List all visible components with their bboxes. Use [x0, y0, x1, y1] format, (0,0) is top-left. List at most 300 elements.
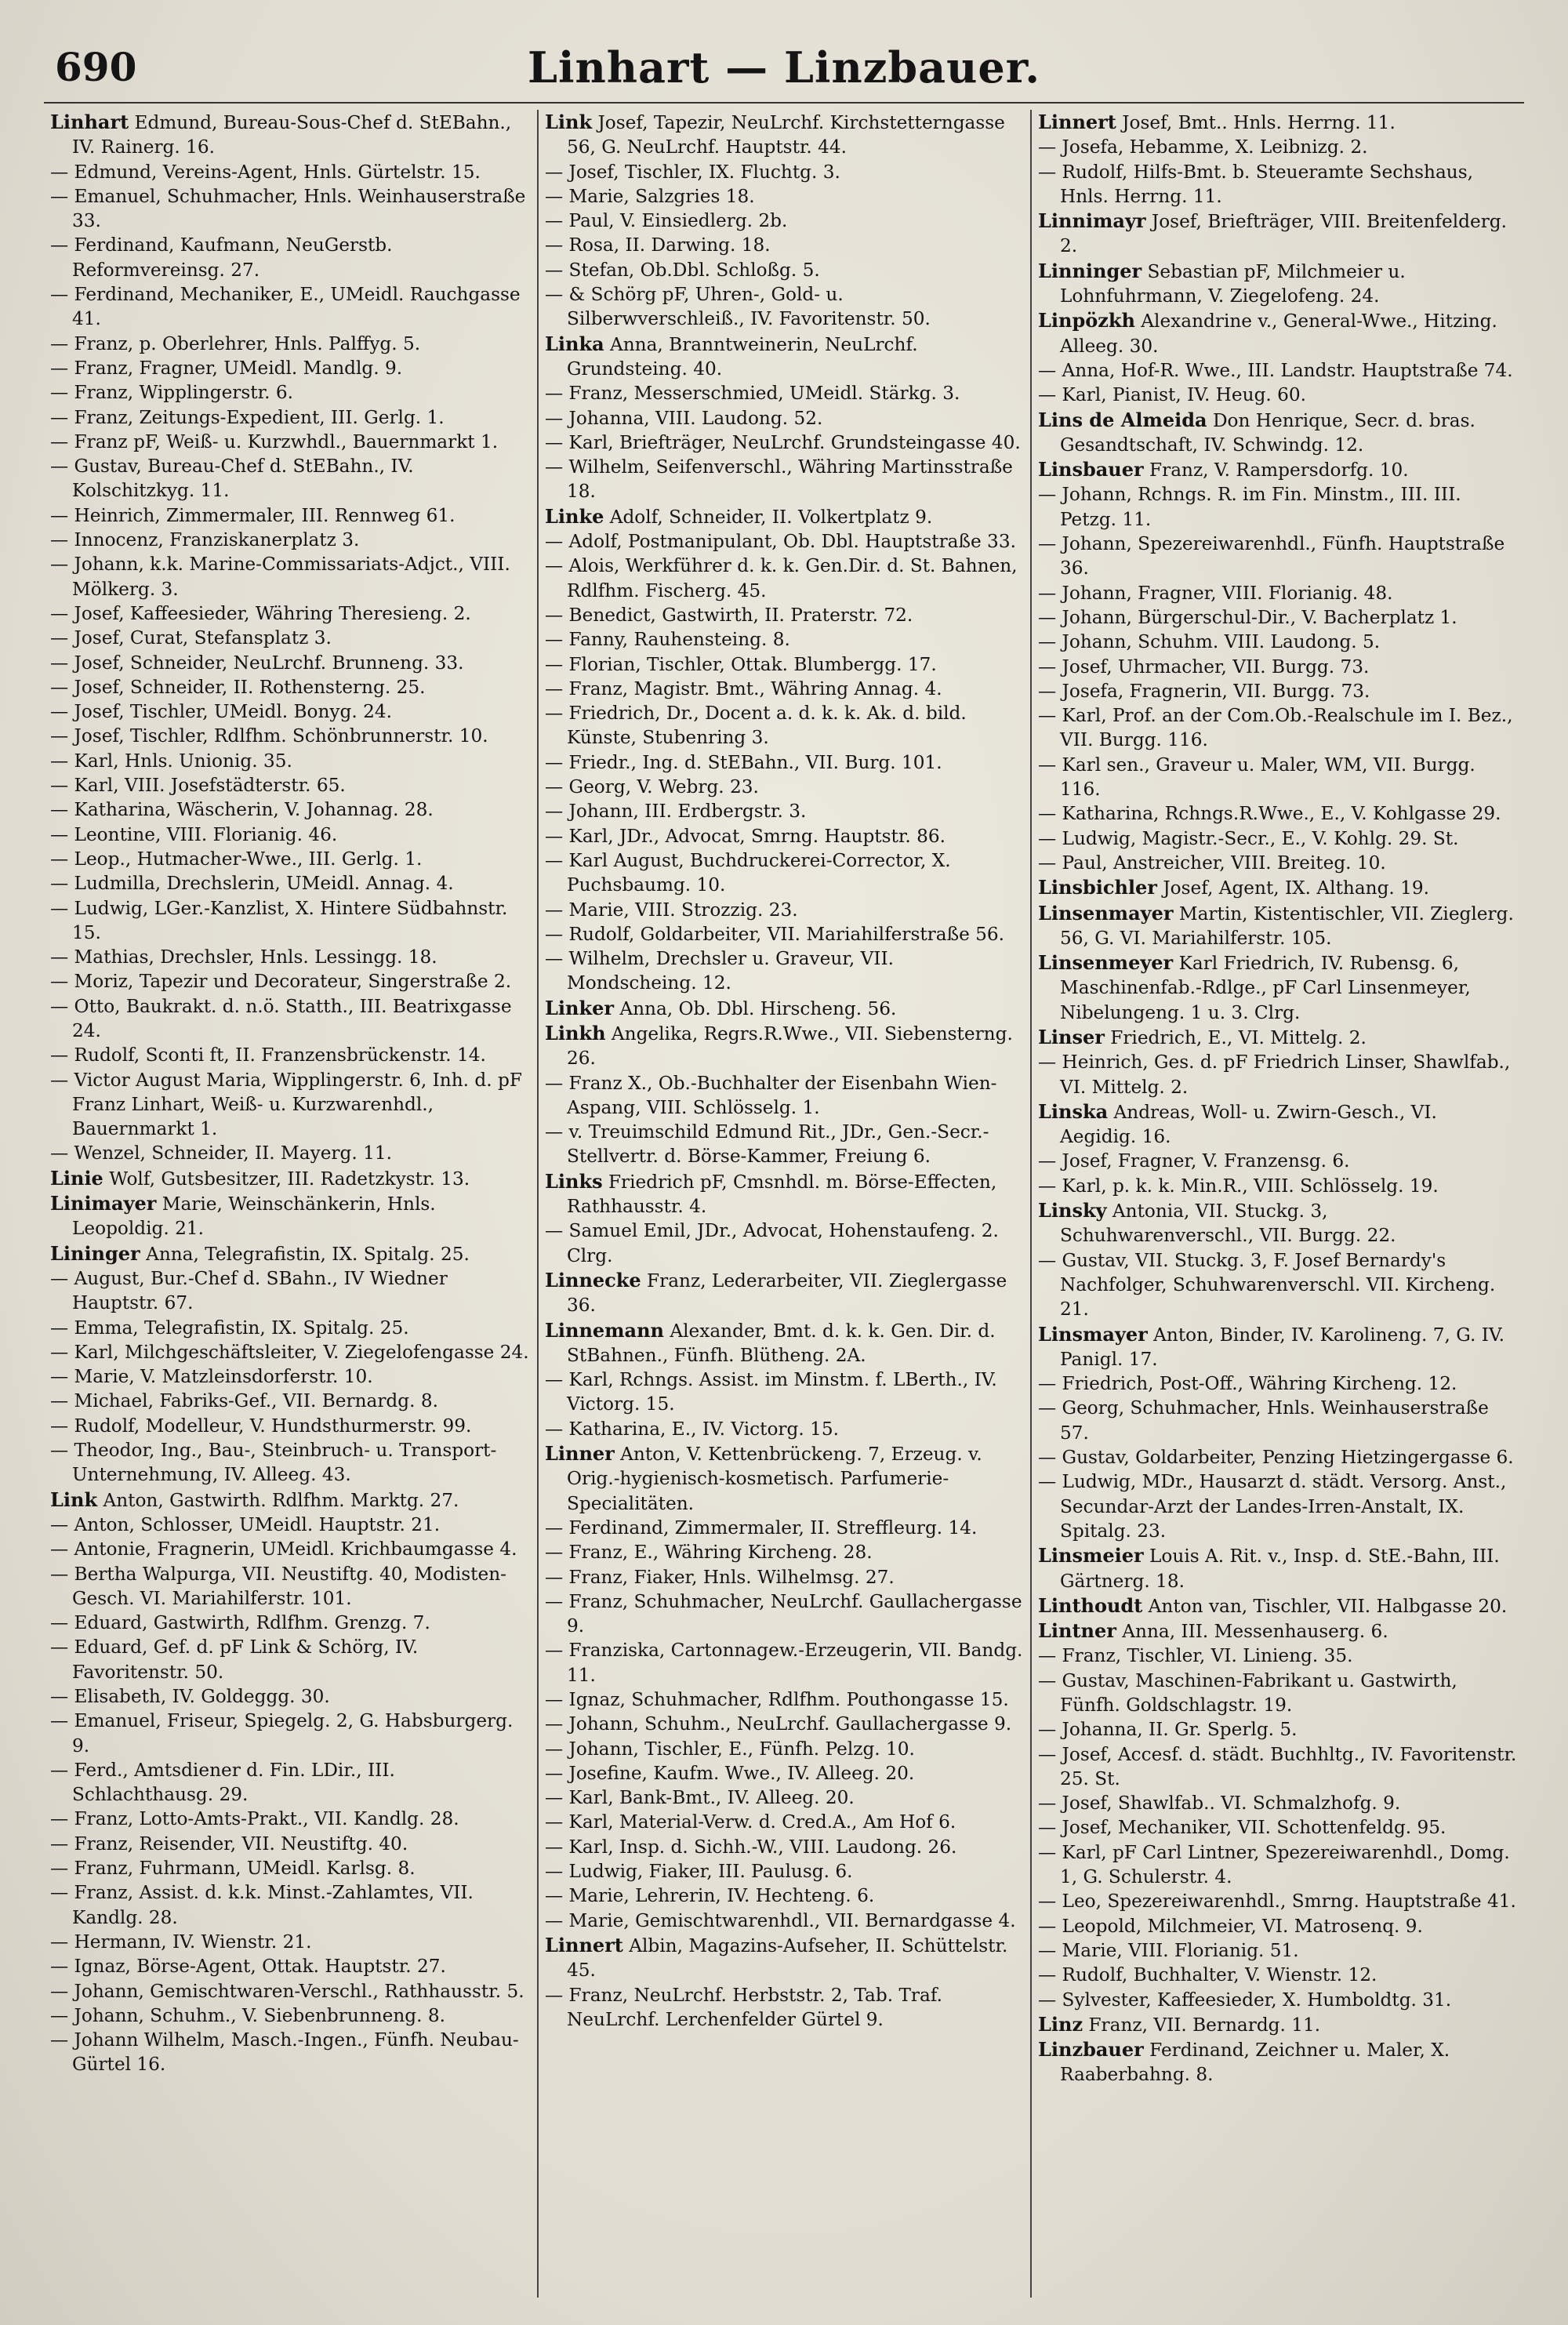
entry-text: — Ludmilla, Drechslerin, UMeidl. Annag. 4.	[50, 873, 454, 895]
directory-entry	[545, 110, 1024, 160]
directory-entry	[50, 1979, 531, 2003]
directory-entry	[1038, 801, 1517, 826]
entry-text: — Alois, Werkführer d. k. k. Gen.Dir. d. St. Bahnen, Rdlfhm. Fischerg. 45.	[545, 555, 1018, 601]
directory-entry	[545, 848, 1024, 898]
entry-text: — Elisabeth, IV. Goldeggg. 30.	[50, 1686, 330, 1707]
directory-entry	[50, 945, 531, 969]
entry-text: Anton, Gastwirth. Rdlfhm. Marktg. 27.	[97, 1489, 459, 1511]
directory-entry	[1038, 1099, 1517, 1150]
entry-text: — Sylvester, Kaffeesieder, X. Humboldtg. 31.	[1038, 1989, 1452, 2011]
entry-text: — Franz, Schuhmacher, NeuLrchf. Gaullachergasse 9.	[545, 1590, 1022, 1637]
directory-entry	[50, 1316, 531, 1340]
directory-entry	[545, 1219, 1024, 1268]
directory-entry	[545, 775, 1024, 799]
directory-entry	[50, 1266, 531, 1316]
entry-text: — Katharina, E., IV. Victorg. 15.	[545, 1418, 839, 1440]
entry-surname: Linser	[1038, 1025, 1105, 1048]
directory-entry	[50, 184, 531, 234]
entry-text: — Franz, Zeitungs-Expedient, III. Gerlg. 1.	[50, 406, 445, 428]
directory-entry	[50, 797, 531, 822]
entry-text: — Friedrich, Post-Off., Währing Kircheng. 12.	[1038, 1373, 1457, 1395]
entry-text: — Georg, V. Webrg. 23.	[545, 776, 759, 798]
entry-text: — v. Treuimschild Edmund Rit., JDr., Gen.-Secr.-Stellvertr. d. Börse-Kammer, Freiung 6.	[545, 1121, 989, 1168]
directory-entry	[1038, 950, 1517, 1025]
directory-entry	[50, 1488, 531, 1513]
directory-entry	[545, 1638, 1024, 1687]
directory-entry	[545, 1687, 1024, 1712]
directory-entry	[50, 1562, 531, 1611]
entry-text: — Mathias, Drechsler, Hnls. Lessingg. 18.	[50, 946, 437, 968]
entry-text: — Ferdinand, Mechaniker, E., UMeidl. Rauchgasse 41.	[50, 284, 521, 330]
directory-entry	[1038, 160, 1517, 209]
directory-columns	[44, 110, 1524, 2298]
entry-text: — Ferdinand, Kaufmann, NeuGerstb. Reformvereinsg. 27.	[50, 234, 393, 281]
entry-surname: Linnemann	[545, 1318, 665, 1342]
directory-entry	[50, 601, 531, 626]
directory-entry	[545, 529, 1024, 554]
entry-text: — Rudolf, Buchhalter, V. Wienstr. 12.	[1038, 1964, 1377, 1986]
directory-entry	[1038, 1050, 1517, 1099]
entry-text: — Wilhelm, Drechsler u. Graveur, VII. Mondscheing. 12.	[545, 948, 894, 994]
directory-entry	[545, 652, 1024, 677]
directory-entry	[1038, 1371, 1517, 1396]
entry-text: — Karl, VIII. Josefstädterstr. 65.	[50, 775, 346, 797]
entry-text: — Karl, Insp. d. Sichh.-W., VIII. Laudong. 26.	[545, 1836, 957, 1858]
entry-text: — Rudolf, Modelleur, V. Hundsthurmerstr. 99.	[50, 1415, 472, 1437]
entry-text: — Ignaz, Börse-Agent, Ottak. Hauptstr. 27.	[50, 1956, 446, 1978]
directory-entry	[50, 430, 531, 454]
entry-surname: Linnimayr	[1038, 209, 1146, 233]
entry-text: — Johanna, II. Gr. Sperlg. 5.	[1038, 1719, 1298, 1741]
entry-text: — Marie, V. Matzleinsdorferstr. 10.	[50, 1366, 373, 1388]
entry-text: — Franz, E., Währing Kircheng. 28.	[545, 1542, 873, 1564]
entry-text: — Johann, Schuhm. VIII. Laudong. 5.	[1038, 631, 1381, 653]
directory-entry	[50, 1930, 531, 1954]
directory-entry	[50, 1954, 531, 1978]
directory-entry	[50, 1832, 531, 1856]
entry-text: — Wilhelm, Seifenverschl., Währing Martinsstraße 18.	[545, 456, 1013, 503]
entry-text: — Theodor, Ing., Bau-, Steinbruch- u. Transport-Unternehmung, IV. Alleeg. 43.	[50, 1440, 497, 1486]
directory-entry	[1038, 209, 1517, 259]
entry-text: Antonia, VII. Stuckg. 3, Schuhwarenverschl., VII. Burgg. 22.	[1060, 1201, 1396, 1247]
entry-text: — Josef, Kaffeesieder, Währing Theresieng. 2.	[50, 602, 471, 624]
entry-surname: Link	[545, 111, 593, 133]
entry-text: — Eduard, Gastwirth, Rdlfhm. Grenzg. 7.	[50, 1612, 430, 1634]
entry-text: Alexandrine v., General-Wwe., Hitzing. Alleeg. 30.	[1060, 311, 1497, 357]
entry-text: — Marie, Gemischtwarenhdl., VII. Bernardgasse 4.	[545, 1909, 1016, 1931]
entry-text: — Franz, Assist. d. k.k. Minst.-Zahlamtes, VII. Kandlg. 28.	[50, 1882, 474, 1928]
entry-text: — Josef, Curat, Stefansplatz 3.	[50, 627, 332, 649]
directory-entry	[1038, 679, 1517, 703]
entry-text: — Josef, Tischler, UMeidl. Bonyg. 24.	[50, 701, 392, 723]
entry-text: — Ignaz, Schuhmacher, Rdlfhm. Pouthongasse 15.	[545, 1689, 1009, 1710]
directory-entry	[50, 2028, 531, 2077]
directory-entry	[545, 1884, 1024, 1908]
entry-text: — Leopold, Milchmeier, VI. Matrosenq. 9.	[1038, 1915, 1423, 1937]
entry-text: — Rudolf, Sconti ft, II. Franzensbrückenstr. 14.	[50, 1044, 486, 1066]
entry-text: — Adolf, Postmanipulant, Ob. Dbl. Hauptstraße 33.	[545, 531, 1016, 553]
entry-text: Franz, Lederarbeiter, VII. Zieglergasse 36.	[567, 1270, 1007, 1317]
directory-entry	[545, 1516, 1024, 1540]
entry-text: — Paul, Anstreicher, VIII. Breiteg. 10.	[1038, 852, 1386, 874]
directory-entry	[545, 1933, 1024, 1983]
entry-text: Franz, VII. Bernardg. 11.	[1083, 2014, 1321, 2036]
directory-entry	[50, 380, 531, 405]
directory-entry	[545, 1540, 1024, 1564]
entry-surname: Links	[545, 1169, 603, 1193]
entry-text: — Gustav, VII. Stuckg. 3, F. Josef Bernardy's Nachfolger, Schuhwarenverschl. VII. Kircheng. 21.	[1038, 1249, 1496, 1321]
directory-entry	[545, 332, 1024, 382]
directory-entry	[50, 405, 531, 430]
entry-text: — Johann Wilhelm, Masch.-Ingen., Fünfh. Neubau-Gürtel 16.	[50, 2029, 519, 2076]
directory-entry	[545, 1859, 1024, 1884]
directory-entry	[545, 1712, 1024, 1736]
directory-entry	[545, 1835, 1024, 1859]
entry-text: — Franz, Fragner, UMeidl. Mandlg. 9.	[50, 357, 403, 379]
directory-entry	[1038, 1742, 1517, 1792]
entry-text: — Emma, Telegrafistin, IX. Spitalg. 25.	[50, 1317, 409, 1339]
entry-text: Adolf, Schneider, II. Volkertplatz 9.	[604, 506, 933, 528]
entry-text: — Karl, JDr., Advocat, Smrng. Hauptstr. 86.	[545, 825, 946, 847]
directory-entry	[50, 651, 531, 675]
directory-entry	[545, 184, 1024, 209]
directory-entry	[1038, 1469, 1517, 1543]
entry-text: — Marie, VIII. Florianig. 51.	[1038, 1939, 1299, 1961]
directory-entry	[1038, 1717, 1517, 1742]
entry-surname: Lins de Almeida	[1038, 408, 1207, 431]
entry-text: — Ferd., Amtsdiener d. Fin. LDir., III. Schlachthausg. 29.	[50, 1759, 395, 1806]
entry-text: — Josef, Mechaniker, VII. Schottenfeldg. 95.	[1038, 1817, 1446, 1839]
directory-entry	[50, 1684, 531, 1709]
entry-text: Josef, Briefträger, VIII. Breitenfelderg. 2.	[1060, 211, 1507, 257]
directory-entry	[50, 1340, 531, 1364]
directory-entry	[1038, 1149, 1517, 1173]
directory-entry	[50, 994, 531, 1044]
directory-entry	[545, 258, 1024, 282]
entry-text: — Karl, Prof. an der Com.Ob.-Realschule im I. Bez., VII. Burgg. 116.	[1038, 705, 1513, 751]
directory-entry	[1038, 630, 1517, 654]
entry-text: — Georg, Schuhmacher, Hnls. Weinhauserstraße 57.	[1038, 1397, 1489, 1444]
entry-text: — Johann, Schuhm., V. Siebenbrunneng. 8.	[50, 2004, 445, 2026]
directory-entry	[545, 1565, 1024, 1589]
entry-text: — Josef, Schneider, NeuLrchf. Brunneng. 33.	[50, 652, 464, 674]
entry-text: — Johann, III. Erdbergstr. 3.	[545, 801, 807, 823]
directory-entry	[545, 603, 1024, 627]
directory-entry	[1038, 901, 1517, 951]
entry-text: — Michael, Fabriks-Gef., VII. Bernardg. 8.	[50, 1390, 438, 1412]
entry-text: — Bertha Walpurga, VII. Neustiftg. 40, Modisten-Gesch. VI. Mariahilferstr. 101.	[50, 1563, 506, 1609]
entry-surname: Linsbichler	[1038, 876, 1157, 899]
directory-entry	[50, 969, 531, 994]
directory-entry	[545, 1021, 1024, 1071]
directory-entry	[1038, 1396, 1517, 1445]
entry-text: — Paul, V. Einsiedlerg. 2b.	[545, 210, 788, 232]
directory-entry	[545, 1810, 1024, 1834]
directory-entry	[50, 110, 531, 160]
entry-text: — Ferdinand, Zimmermaler, II. Streffleurg. 14.	[545, 1517, 978, 1538]
directory-entry	[545, 430, 1024, 455]
entry-text: — Franziska, Cartonnagew.-Erzeugerin, VII. Bandg. 11.	[545, 1640, 1023, 1686]
entry-surname: Linnert	[545, 1933, 623, 1956]
entry-text: Anna, III. Messenhauserg. 6.	[1116, 1621, 1388, 1643]
entry-text: Albin, Magazins-Aufseher, II. Schüttelstr. 45.	[567, 1934, 1008, 1982]
directory-entry	[545, 701, 1024, 750]
directory-entry	[545, 1737, 1024, 1761]
entry-surname: Linke	[545, 504, 604, 528]
directory-entry	[1038, 135, 1517, 159]
directory-entry	[50, 282, 531, 332]
page-header	[44, 41, 1524, 104]
directory-entry	[545, 1169, 1024, 1219]
entry-text: — Franz, Wipplingerstr. 6.	[50, 382, 294, 404]
directory-entry	[1038, 308, 1517, 358]
directory-entry	[1038, 1445, 1517, 1469]
directory-entry	[545, 677, 1024, 701]
directory-entry	[1038, 1543, 1517, 1593]
directory-entry	[50, 626, 531, 650]
directory-entry	[1038, 1248, 1517, 1322]
directory-entry	[545, 282, 1024, 332]
directory-entry	[545, 1120, 1024, 1169]
directory-entry	[545, 504, 1024, 529]
entry-text: Ferdinand, Zeichner u. Maler, X. Raaberbahng. 8.	[1060, 2040, 1450, 2086]
directory-entry	[1038, 1889, 1517, 1913]
entry-text: Josef, Bmt.. Hnls. Herrng. 11.	[1116, 112, 1396, 133]
entry-text: — Karl, Bank-Bmt., IV. Alleeg. 20.	[545, 1787, 855, 1809]
directory-entry	[1038, 1791, 1517, 1815]
entry-text: — Innocenz, Franziskanerplatz 3.	[50, 529, 360, 551]
directory-entry	[1038, 655, 1517, 679]
directory-entry	[545, 1368, 1024, 1417]
directory-entry	[50, 1141, 531, 1165]
directory-entry	[50, 1364, 531, 1389]
entry-text: — Wenzel, Schneider, II. Mayerg. 11.	[50, 1143, 392, 1164]
entry-surname: Linnecke	[545, 1268, 641, 1291]
entry-text: — Hermann, IV. Wienstr. 21.	[50, 1931, 312, 1953]
entry-text: — Johann, Gemischtwaren-Verschl., Rathhausstr. 5.	[50, 1980, 524, 2002]
directory-entry	[1038, 875, 1517, 900]
directory-entry	[545, 1071, 1024, 1121]
directory-entry	[1038, 753, 1517, 802]
entry-text: — Josef, Accesf. d. städt. Buchhltg., IV. Favoritenstr. 25. St.	[1038, 1743, 1517, 1789]
directory-entry	[1038, 703, 1517, 753]
entry-text: — Karl, Milchgeschäftsleiter, V. Ziegelofengasse 24.	[50, 1341, 529, 1363]
directory-entry	[545, 455, 1024, 504]
directory-entry	[1038, 1914, 1517, 1938]
entry-text: Anton, Binder, IV. Karolineng. 7, G. IV. Panigl. 17.	[1060, 1324, 1504, 1370]
entry-text: — Johanna, VIII. Laudong. 52.	[545, 407, 823, 429]
entry-text: Anna, Ob. Dbl. Hirscheng. 56.	[613, 997, 897, 1019]
directory-entry	[1038, 358, 1517, 383]
directory-entry	[1038, 1963, 1517, 1987]
entry-text: — Karl August, Buchdruckerei-Corrector, X. Puchsbaumg. 10.	[545, 849, 951, 896]
entry-text: — Karl sen., Graveur u. Maler, WM, VII. Burgg. 116.	[1038, 754, 1475, 801]
directory-entry	[50, 896, 531, 946]
directory-entry	[50, 454, 531, 503]
entry-text: — Gustav, Bureau-Chef d. StEBahn., IV. Kolschitzkyg. 11.	[50, 456, 414, 502]
directory-entry	[545, 1983, 1024, 2033]
directory-entry	[545, 1318, 1024, 1368]
entry-surname: Link	[50, 1488, 98, 1511]
entry-text: — Antonie, Fragnerin, UMeidl. Krichbaumgasse 4.	[50, 1538, 517, 1560]
entry-surname: Linsmayer	[1038, 1322, 1148, 1346]
entry-text: — Josefa, Fragnerin, VII. Burgg. 73.	[1038, 680, 1370, 702]
directory-entry	[50, 1611, 531, 1635]
entry-text: Andreas, Woll- u. Zwirn-Gesch., VI. Aegidig. 16.	[1060, 1101, 1437, 1148]
entry-text: — Karl, Hnls. Unionig. 35.	[50, 750, 292, 772]
page-number: 690	[55, 44, 137, 90]
entry-text: — Franz, Fiaker, Hnls. Wilhelmsg. 27.	[545, 1566, 895, 1588]
entry-text: — Ludwig, MDr., Hausarzt d. städt. Versorg. Anst., Secundar-Arzt der Landes-Irren-Anstalt, IX. Spitalg. 23.	[1038, 1471, 1507, 1542]
directory-entry	[50, 1856, 531, 1880]
entry-text: Angelika, Regrs.R.Wwe., VII. Siebensterng. 26.	[567, 1023, 1013, 1070]
directory-entry	[545, 996, 1024, 1021]
directory-entry	[50, 1166, 531, 1191]
entry-text: — Emanuel, Friseur, Spiegelg. 2, G. Habsburgerg. 9.	[50, 1710, 514, 1756]
entry-text: — Anna, Hof-R. Wwe., III. Landstr. Hauptstraße 74.	[1038, 359, 1513, 381]
directory-entry	[50, 1635, 531, 1684]
entry-surname: Linimayer	[50, 1192, 157, 1215]
directory-entry	[50, 1414, 531, 1438]
entry-surname: Linzbauer	[1038, 2038, 1144, 2062]
directory-entry	[545, 799, 1024, 823]
entry-text: — Gustav, Maschinen-Fabrikant u. Gastwirth, Fünfh. Goldschlagstr. 19.	[1038, 1669, 1457, 1716]
entry-text: — Johann, Tischler, E., Fünfh. Pelzg. 10.	[545, 1738, 915, 1760]
directory-entry	[50, 823, 531, 847]
directory-entry	[1038, 1025, 1517, 1050]
entry-surname: Lintner	[1038, 1619, 1116, 1643]
directory-entry	[1038, 1618, 1517, 1644]
entry-text: Wolf, Gutsbesitzer, III. Radetzkystr. 13.	[103, 1168, 470, 1190]
entry-text: Marie, Weinschänkerin, Hnls. Leopoldig. 21.	[72, 1193, 436, 1240]
entry-text: — Josef, Fragner, V. Franzensg. 6.	[1038, 1150, 1350, 1172]
entry-text: — Karl, Material-Verw. d. Cred.A., Am Hof 6.	[545, 1811, 956, 1833]
directory-entry	[545, 750, 1024, 775]
entry-text: — Moriz, Tapezir und Decorateur, Singerstraße 2.	[50, 971, 512, 993]
entry-surname: Linninger	[1038, 259, 1142, 282]
directory-entry	[1038, 482, 1517, 532]
directory-entry	[545, 160, 1024, 184]
directory-entry	[545, 922, 1024, 946]
entry-text: — Stefan, Ob.Dbl. Schloßg. 5.	[545, 259, 820, 281]
entry-text: — Leontine, VIII. Florianig. 46.	[50, 823, 338, 845]
entry-text: — Heinrich, Zimmermaler, III. Rennweg 61.	[50, 504, 456, 526]
directory-entry	[1038, 605, 1517, 630]
entry-text: — Friedr., Ing. d. StEBahn., VII. Burg. 101.	[545, 751, 942, 773]
entry-text: — Gustav, Goldarbeiter, Penzing Hietzingergasse 6.	[1038, 1447, 1514, 1469]
entry-text: — Franz, NeuLrchf. Herbststr. 2, Tab. Traf. NeuLrchf. Lerchenfelder Gürtel 9.	[545, 1984, 942, 2030]
directory-entry	[1038, 1593, 1517, 1618]
entry-surname: Linsenmayer	[1038, 901, 1174, 925]
directory-entry	[545, 1589, 1024, 1639]
directory-entry	[545, 209, 1024, 233]
directory-entry	[1038, 457, 1517, 482]
entry-text: — Emanuel, Schuhmacher, Hnls. Weinhauserstraße 33.	[50, 185, 526, 232]
directory-entry	[1038, 1198, 1517, 1248]
entry-text: Anton, V. Kettenbrückeng. 7, Erzeug. v. Orig.-hygienisch-kosmetisch. Parfumerie-Specialitäten.	[567, 1444, 982, 1514]
directory-entry	[1038, 408, 1517, 458]
directory-entry	[50, 356, 531, 380]
entry-text: — Katharina, Wäscherin, V. Johannag. 28.	[50, 799, 434, 821]
directory-entry	[50, 1191, 531, 1241]
column-3	[1030, 110, 1523, 2298]
entry-text: — Rudolf, Goldarbeiter, VII. Mariahilferstraße 56.	[545, 923, 1005, 945]
directory-entry	[1038, 826, 1517, 851]
directory-entry	[50, 1537, 531, 1561]
directory-entry	[50, 528, 531, 552]
directory-entry	[545, 233, 1024, 257]
entry-text: — Josef, Uhrmacher, VII. Burgg. 73.	[1038, 656, 1370, 678]
column-1	[44, 110, 537, 2298]
directory-entry	[545, 1441, 1024, 1516]
entry-text: — Ludwig, Fiaker, III. Paulusg. 6.	[545, 1861, 853, 1883]
directory-entry	[1038, 532, 1517, 581]
entry-text: — Marie, VIII. Strozzig. 23.	[545, 899, 798, 921]
entry-text: — Karl, Pianist, IV. Heug. 60.	[1038, 384, 1307, 406]
entry-text: — Florian, Tischler, Ottak. Blumbergg. 17.	[545, 653, 937, 675]
directory-entry	[1038, 1644, 1517, 1668]
directory-entry	[50, 1043, 531, 1067]
directory-entry	[50, 675, 531, 699]
entry-surname: Linhart	[50, 111, 129, 133]
directory-entry	[50, 699, 531, 724]
entry-text: Anton van, Tischler, VII. Halbgasse 20.	[1142, 1595, 1508, 1617]
directory-entry	[50, 1241, 531, 1266]
entry-text: — Josef, Schneider, II. Rothensterng. 25.	[50, 676, 426, 698]
entry-surname: Linker	[545, 996, 614, 1019]
entry-text: — & Schörg pF, Uhren-, Gold- u. Silberwverschleiß., IV. Favoritenstr. 50.	[545, 284, 931, 330]
entry-text: — Johann, k.k. Marine-Commissariats-Adjct., VIII. Mölkerg. 3.	[50, 554, 510, 600]
entry-surname: Linska	[1038, 1099, 1109, 1123]
directory-entry	[1038, 1988, 1517, 2012]
entry-surname: Linie	[50, 1166, 103, 1190]
entry-text: Edmund, Bureau-Sous-Chef d. StEBahn., IV. Rainerg. 16.	[72, 112, 512, 158]
entry-text: — Franz, Reisender, VII. Neustiftg. 40.	[50, 1833, 408, 1855]
directory-entry	[50, 332, 531, 356]
entry-text: Anna, Telegrafistin, IX. Spitalg. 25.	[140, 1243, 470, 1265]
directory-entry	[1038, 110, 1517, 135]
entry-surname: Linsenmeyer	[1038, 951, 1174, 975]
directory-entry	[50, 871, 531, 895]
directory-entry	[545, 381, 1024, 405]
entry-surname: Linsbauer	[1038, 458, 1144, 481]
directory-entry	[545, 1909, 1024, 1933]
directory-entry	[545, 554, 1024, 603]
entry-text: — Franz, Fuhrmann, UMeidl. Karlsg. 8.	[50, 1858, 416, 1880]
entry-text: — Friedrich, Dr., Docent a. d. k. k. Ak. d. bild. Künste, Stubenring 3.	[545, 703, 967, 749]
entry-surname: Linsmeier	[1038, 1544, 1144, 1568]
entry-surname: Linz	[1038, 2012, 1083, 2036]
directory-entry	[1038, 851, 1517, 875]
entry-text: — Johann, Bürgerschul-Dir., V. Bacherplatz 1.	[1038, 606, 1457, 628]
directory-entry	[50, 1513, 531, 1537]
entry-text: — Josefa, Hebamme, X. Leibnizg. 2.	[1038, 136, 1368, 158]
directory-entry	[1038, 2012, 1517, 2037]
entry-surname: Linnert	[1038, 111, 1116, 133]
entry-text: Sebastian pF, Milchmeier u. Lohnfuhrmann, V. Ziegelofeng. 24.	[1060, 260, 1406, 307]
entry-text: — Fanny, Rauhensteing. 8.	[545, 629, 790, 651]
entry-text: — Josefine, Kaufm. Wwe., IV. Alleeg. 20.	[545, 1762, 915, 1784]
directory-entry	[1038, 1669, 1517, 1718]
directory-entry	[50, 2003, 531, 2028]
entry-text: — Karl, p. k. k. Min.R., VIII. Schlösselg. 19.	[1038, 1175, 1439, 1197]
directory-entry	[545, 406, 1024, 430]
entry-text: Don Henrique, Secr. d. bras. Gesandtschaft, IV. Schwindg. 12.	[1060, 409, 1475, 456]
entry-surname: Linkh	[545, 1021, 606, 1044]
entry-text: — Ludwig, LGer.-Kanzlist, X. Hintere Südbahnstr. 15.	[50, 897, 508, 943]
entry-text: — Rudolf, Hilfs-Bmt. b. Steueramte Sechshaus, Hnls. Herrng. 11.	[1038, 161, 1473, 207]
entry-text: — Johann, Rchngs. R. im Fin. Minstm., III. III. Petzg. 11.	[1038, 484, 1461, 530]
